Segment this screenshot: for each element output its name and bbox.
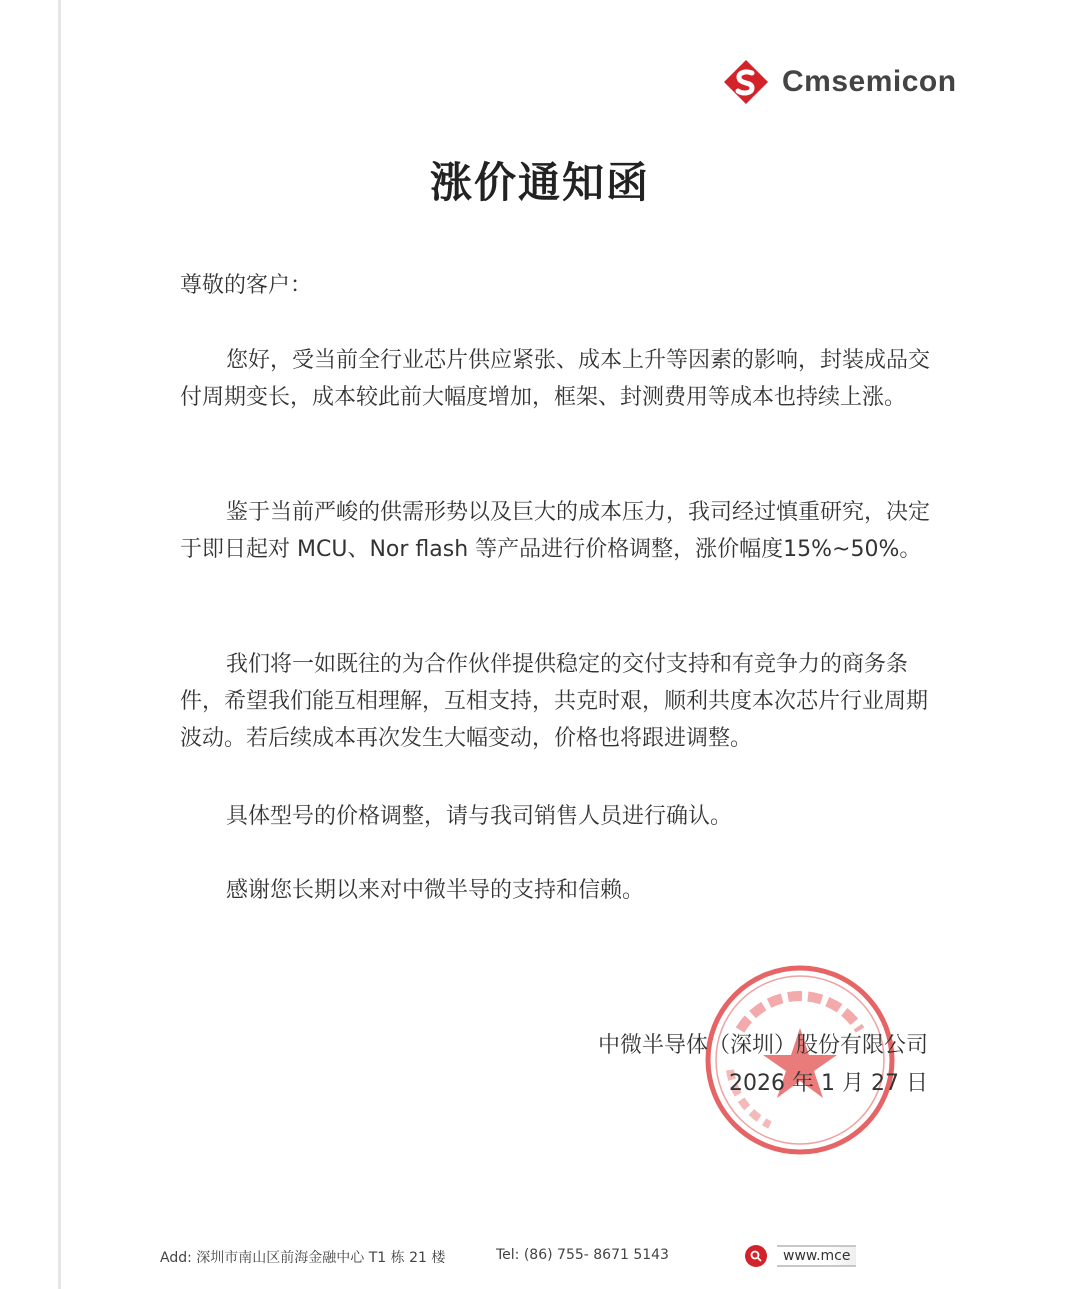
footer bbox=[0, 1243, 1080, 1273]
signer-company: 中微半导体（深圳）股份有限公司 bbox=[597, 1033, 928, 1058]
cmsemicon-logo-icon bbox=[722, 58, 770, 106]
footer-telephone: Tel: (86) 755- 8671 5143 bbox=[496, 1247, 669, 1263]
company-seal-stamp bbox=[700, 960, 900, 1160]
salutation: 尊敬的客户： bbox=[180, 273, 313, 298]
paragraph-2: 鉴于当前严峻的供需形势以及巨大的成本压力，我司经过慎重研究，决定于即日起对 MCU、Nor flash 等产品进行价格调整，涨价幅度15%~50%。 bbox=[180, 500, 931, 562]
document-title: 涨价通知函 bbox=[429, 158, 650, 207]
paragraph-5: 感谢您长期以来对中微半导的支持和信赖。 bbox=[226, 878, 645, 903]
logo-text: Cmsemicon bbox=[782, 65, 957, 98]
signature-date: 2026 年 1 月 27 日 bbox=[729, 1071, 928, 1096]
footer-website[interactable] bbox=[745, 1243, 856, 1269]
company-logo bbox=[722, 56, 957, 108]
paragraph-3: 我们将一如既往的为合作伙伴提供稳定的交付支持和有竞争力的商务条件，希望我们能互相理解，互相支持，共克时艰，顺利共度本次芯片行业周期波动。若后续成本再次发生大幅变动，价格也将跟进调整。 bbox=[180, 652, 929, 751]
website-url[interactable]: www.mce bbox=[777, 1245, 856, 1267]
search-icon bbox=[745, 1245, 767, 1267]
paragraph-1: 您好，受当前全行业芯片供应紧张、成本上升等因素的影响，封装成品交付周期变长，成本较此前大幅度增加，框架、封测费用等成本也持续上涨。 bbox=[180, 348, 931, 410]
footer-address: Add: 深圳市南山区前海金融中心 T1 栋 21 楼 bbox=[160, 1250, 446, 1266]
paragraph-4: 具体型号的价格调整，请与我司销售人员进行确认。 bbox=[226, 804, 733, 829]
